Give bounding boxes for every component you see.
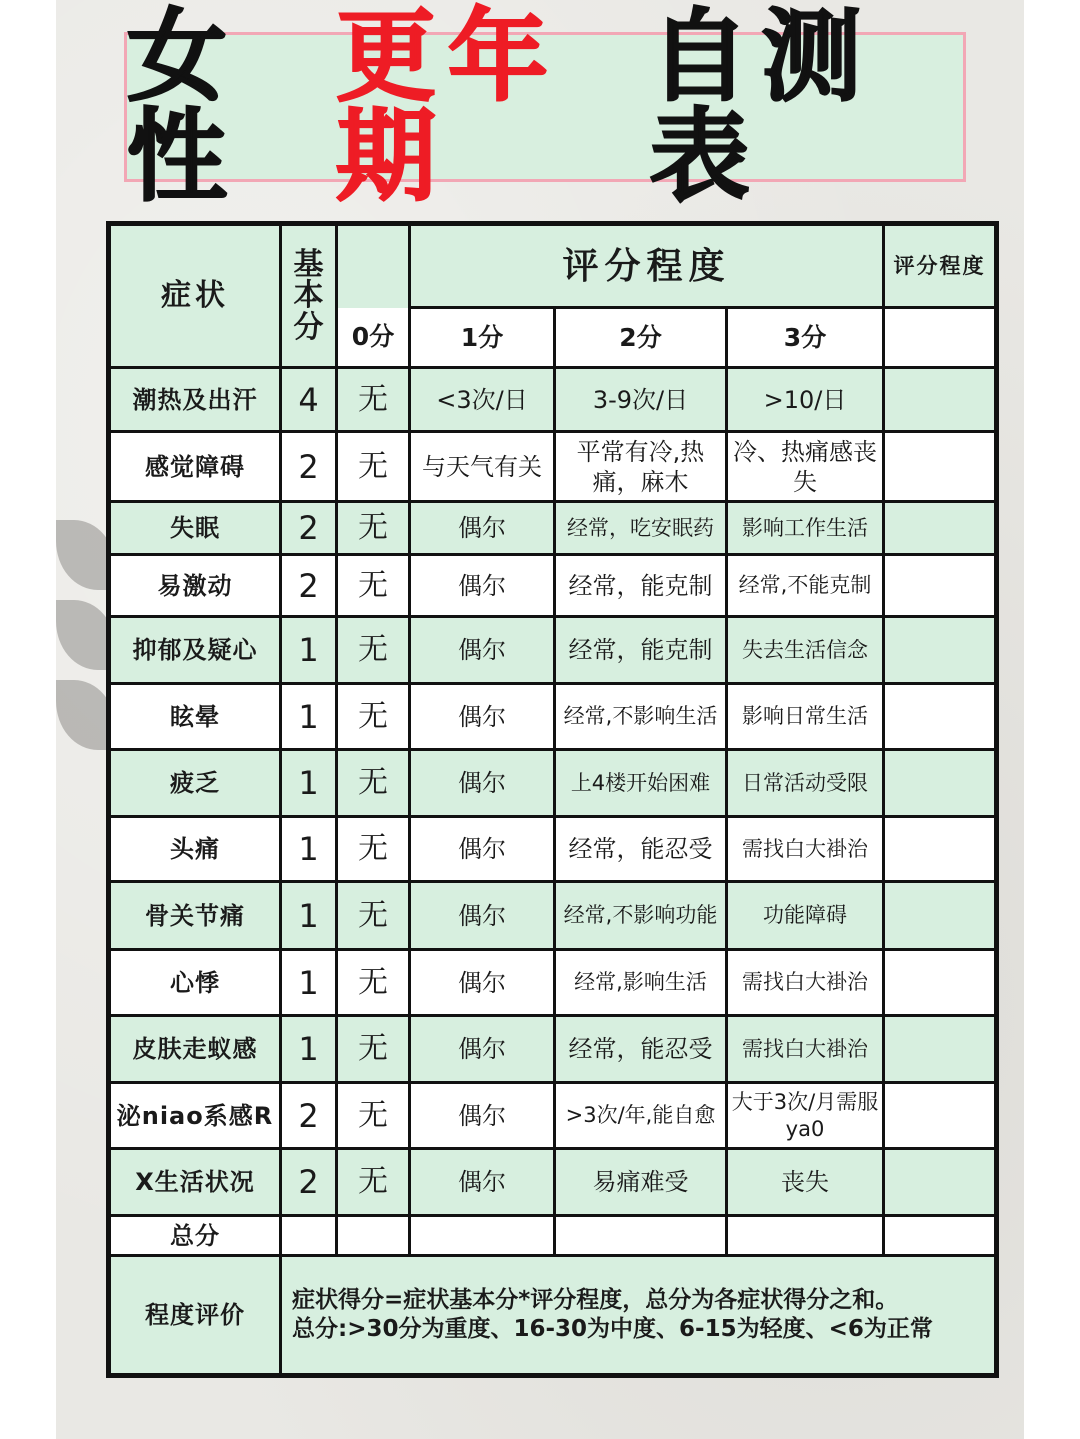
- base-score-cell: 2: [281, 555, 337, 617]
- score-input-cell[interactable]: [884, 555, 997, 617]
- two-point-cell: 经常,不影响生活: [555, 684, 727, 750]
- zero-point-cell: 无: [337, 750, 410, 817]
- three-point-cell: 大于3次/月需服ya0: [727, 1083, 884, 1149]
- table-row: [109, 817, 997, 882]
- zero-point-cell: 无: [337, 882, 410, 950]
- table-row: [109, 882, 997, 950]
- table-row: [109, 1149, 997, 1216]
- symptom-cell: 抑郁及疑心: [109, 617, 281, 684]
- two-point-cell: 经常,不影响功能: [555, 882, 727, 950]
- one-point-cell: 偶尔: [410, 502, 555, 555]
- two-point-cell: 平常有冷,热痛，麻木: [555, 432, 727, 502]
- base-score-cell: 2: [281, 432, 337, 502]
- score-input-cell[interactable]: [884, 750, 997, 817]
- score-input-cell[interactable]: [884, 617, 997, 684]
- base-score-cell: 2: [281, 1149, 337, 1216]
- symptom-cell: 头痛: [109, 817, 281, 882]
- evaluation-label: 程度评价: [109, 1256, 281, 1376]
- symptom-cell: 疲乏: [109, 750, 281, 817]
- score-input-cell[interactable]: [884, 1016, 997, 1083]
- header-degree: 评分程度: [410, 224, 884, 308]
- total-cell: [281, 1216, 337, 1256]
- total-cell[interactable]: [884, 1216, 997, 1256]
- score-input-cell[interactable]: [884, 684, 997, 750]
- one-point-cell: 偶尔: [410, 684, 555, 750]
- zero-point-cell: 无: [337, 502, 410, 555]
- title-banner: [124, 0, 966, 215]
- header-3-points: 3分: [727, 308, 884, 368]
- one-point-cell: 与天气有关: [410, 432, 555, 502]
- table-row: [109, 617, 997, 684]
- two-point-cell: 经常，能忍受: [555, 817, 727, 882]
- evaluation-line-2: 总分:>30分为重度、16-30为中度、6-15为轻度、<6为正常: [292, 1316, 933, 1342]
- symptom-cell: 失眠: [109, 502, 281, 555]
- one-point-cell: 偶尔: [410, 1083, 555, 1149]
- two-point-cell: >3次/年,能自愈: [555, 1083, 727, 1149]
- one-point-cell: 偶尔: [410, 882, 555, 950]
- base-score-cell: 4: [281, 368, 337, 432]
- base-score-cell: 1: [281, 817, 337, 882]
- total-cell: [337, 1216, 410, 1256]
- symptom-cell: 感觉障碍: [109, 432, 281, 502]
- one-point-cell: 偶尔: [410, 750, 555, 817]
- base-score-cell: 1: [281, 950, 337, 1016]
- symptom-cell: 皮肤走蚁感: [109, 1016, 281, 1083]
- zero-point-cell: 无: [337, 368, 410, 432]
- three-point-cell: 经常,不能克制: [727, 555, 884, 617]
- header-degree-side: 评分程度: [884, 224, 997, 308]
- header-0-points: 0分: [337, 308, 410, 368]
- base-score-cell: 1: [281, 617, 337, 684]
- total-cell: [555, 1216, 727, 1256]
- base-score-cell: 1: [281, 1016, 337, 1083]
- zero-point-cell: 无: [337, 1016, 410, 1083]
- header-symptom: 症状: [109, 224, 281, 368]
- header-score-blank: [884, 308, 997, 368]
- one-point-cell: 偶尔: [410, 1016, 555, 1083]
- score-input-cell[interactable]: [884, 1083, 997, 1149]
- zero-point-cell: 无: [337, 432, 410, 502]
- two-point-cell: 经常，能克制: [555, 617, 727, 684]
- two-point-cell: 易痛难受: [555, 1149, 727, 1216]
- two-point-cell: 经常，能忍受: [555, 1016, 727, 1083]
- header-blank: [337, 224, 410, 308]
- zero-point-cell: 无: [337, 617, 410, 684]
- table-row: [109, 1083, 997, 1149]
- two-point-cell: 3-9次/日: [555, 368, 727, 432]
- symptom-cell: 骨关节痛: [109, 882, 281, 950]
- zero-point-cell: 无: [337, 555, 410, 617]
- zero-point-cell: 无: [337, 1083, 410, 1149]
- base-score-cell: 1: [281, 750, 337, 817]
- three-point-cell: 日常活动受限: [727, 750, 884, 817]
- symptom-cell: 易激动: [109, 555, 281, 617]
- three-point-cell: 需找白大褂治: [727, 817, 884, 882]
- title-part-2: 更年期: [336, 0, 560, 215]
- two-point-cell: 经常,影响生活: [555, 950, 727, 1016]
- symptom-cell: 泌niao系感R: [109, 1083, 281, 1149]
- three-point-cell: 功能障碍: [727, 882, 884, 950]
- three-point-cell: 冷、热痛感丧失: [727, 432, 884, 502]
- table-row: [109, 368, 997, 432]
- two-point-cell: 上4楼开始困难: [555, 750, 727, 817]
- total-cell: [727, 1216, 884, 1256]
- score-input-cell[interactable]: [884, 950, 997, 1016]
- table-row: [109, 555, 997, 617]
- three-point-cell: 影响日常生活: [727, 684, 884, 750]
- two-point-cell: 经常，吃安眠药: [555, 502, 727, 555]
- zero-point-cell: 无: [337, 817, 410, 882]
- symptom-cell: 心悸: [109, 950, 281, 1016]
- evaluation-text: [281, 1256, 997, 1376]
- total-row: [109, 1216, 997, 1256]
- zero-point-cell: 无: [337, 950, 410, 1016]
- base-score-cell: 2: [281, 1083, 337, 1149]
- symptom-cell: X生活状况: [109, 1149, 281, 1216]
- score-input-cell[interactable]: [884, 432, 997, 502]
- total-label: 总分: [109, 1216, 281, 1256]
- one-point-cell: 偶尔: [410, 817, 555, 882]
- symptom-cell: 眩晕: [109, 684, 281, 750]
- symptom-cell: 潮热及出汗: [109, 368, 281, 432]
- evaluation-line-1: 症状得分=症状基本分*评分程度，总分为各症状得分之和。: [292, 1287, 899, 1314]
- zero-point-cell: 无: [337, 1149, 410, 1216]
- evaluation-row: [109, 1256, 997, 1376]
- base-score-cell: 1: [281, 882, 337, 950]
- three-point-cell: >10/日: [727, 368, 884, 432]
- title-part-3: 自测表: [649, 0, 874, 215]
- one-point-cell: 偶尔: [410, 617, 555, 684]
- menopause-self-test-table: [106, 221, 999, 1378]
- table-row: [109, 432, 997, 502]
- score-input-cell[interactable]: [884, 817, 997, 882]
- two-point-cell: 经常，能克制: [555, 555, 727, 617]
- three-point-cell: 丧失: [727, 1149, 884, 1216]
- table-row: [109, 750, 997, 817]
- title-part-1: 女性: [127, 0, 239, 215]
- total-cell: [410, 1216, 555, 1256]
- table-row: [109, 1016, 997, 1083]
- three-point-cell: 失去生活信念: [727, 617, 884, 684]
- one-point-cell: 偶尔: [410, 1149, 555, 1216]
- header-1-points: 1分: [410, 308, 555, 368]
- three-point-cell: 影响工作生活: [727, 502, 884, 555]
- score-input-cell[interactable]: [884, 1149, 997, 1216]
- one-point-cell: 偶尔: [410, 950, 555, 1016]
- table-row: [109, 684, 997, 750]
- score-input-cell[interactable]: [884, 368, 997, 432]
- score-input-cell[interactable]: [884, 882, 997, 950]
- base-score-cell: 2: [281, 502, 337, 555]
- table-row: [109, 950, 997, 1016]
- table-row: [109, 502, 997, 555]
- three-point-cell: 需找白大褂治: [727, 1016, 884, 1083]
- base-score-cell: 1: [281, 684, 337, 750]
- header-base-score: 基本分: [281, 224, 337, 368]
- three-point-cell: 需找白大褂治: [727, 950, 884, 1016]
- zero-point-cell: 无: [337, 684, 410, 750]
- score-input-cell[interactable]: [884, 502, 997, 555]
- header-2-points: 2分: [555, 308, 727, 368]
- one-point-cell: 偶尔: [410, 555, 555, 617]
- one-point-cell: <3次/日: [410, 368, 555, 432]
